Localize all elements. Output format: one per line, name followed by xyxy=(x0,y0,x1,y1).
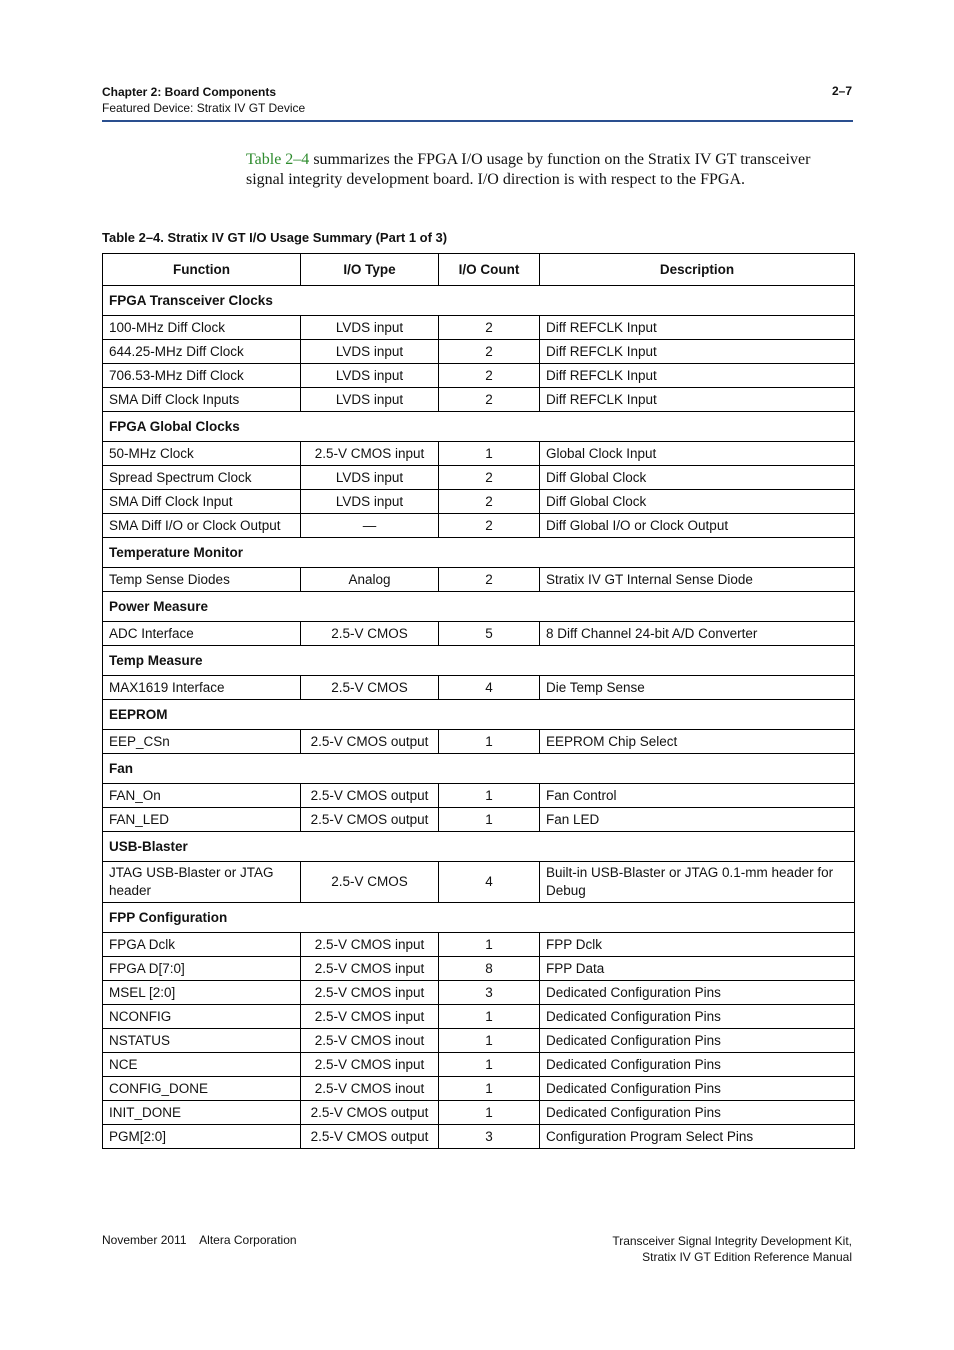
table-row xyxy=(103,316,855,340)
cell-description: Dedicated Configuration Pins xyxy=(540,1053,855,1077)
cell-description: FPP Dclk xyxy=(540,933,855,957)
cell-io-type: LVDS input xyxy=(301,316,439,340)
cell-io-type: LVDS input xyxy=(301,340,439,364)
table-row xyxy=(103,340,855,364)
cell-function: PGM[2:0] xyxy=(103,1125,301,1149)
col-header-function: Function xyxy=(103,254,301,286)
table-section-row xyxy=(103,538,855,568)
cell-function: 100-MHz Diff Clock xyxy=(103,316,301,340)
section-heading: FPP Configuration xyxy=(103,903,855,933)
cell-io-count: 2 xyxy=(439,568,540,592)
cell-io-count: 1 xyxy=(439,730,540,754)
cell-function: FPGA D[7:0] xyxy=(103,957,301,981)
table-row xyxy=(103,808,855,832)
intro-text: summarizes the FPGA I/O usage by function on the Stratix IV GT transceiver signal integrity development board. I/O direction is with respect to the FPGA. xyxy=(246,151,811,188)
cell-function: NSTATUS xyxy=(103,1029,301,1053)
cell-function: EEP_CSn xyxy=(103,730,301,754)
cell-io-type: 2.5-V CMOS output xyxy=(301,784,439,808)
section-heading: FPGA Global Clocks xyxy=(103,412,855,442)
cell-io-count: 1 xyxy=(439,784,540,808)
cell-io-type: 2.5-V CMOS output xyxy=(301,730,439,754)
cell-io-type: 2.5-V CMOS xyxy=(301,622,439,646)
table-section-row xyxy=(103,754,855,784)
section-heading: FPGA Transceiver Clocks xyxy=(103,286,855,316)
cell-io-type: LVDS input xyxy=(301,466,439,490)
section-heading: Power Measure xyxy=(103,592,855,622)
table-row xyxy=(103,676,855,700)
col-header-description: Description xyxy=(540,254,855,286)
cell-io-count: 4 xyxy=(439,862,540,903)
cell-io-type: LVDS input xyxy=(301,490,439,514)
cell-io-count: 3 xyxy=(439,1125,540,1149)
table-row xyxy=(103,730,855,754)
cell-io-count: 1 xyxy=(439,1029,540,1053)
footer-title-line1: Transceiver Signal Integrity Development Kit, xyxy=(612,1234,852,1248)
cell-io-count: 1 xyxy=(439,933,540,957)
cell-function: 706.53-MHz Diff Clock xyxy=(103,364,301,388)
table-row xyxy=(103,1053,855,1077)
cell-function: Temp Sense Diodes xyxy=(103,568,301,592)
cell-description: 8 Diff Channel 24-bit A/D Converter xyxy=(540,622,855,646)
cell-io-type: 2.5-V CMOS input xyxy=(301,933,439,957)
footer-manual-title xyxy=(612,1233,852,1265)
page-number: 2–7 xyxy=(831,84,852,98)
table-caption: Table 2–4. Stratix IV GT I/O Usage Summary (Part 1 of 3) xyxy=(102,230,448,245)
table-section-row xyxy=(103,592,855,622)
table-row xyxy=(103,957,855,981)
cell-description: Diff Global Clock xyxy=(540,466,855,490)
cell-io-type: 2.5-V CMOS xyxy=(301,676,439,700)
table-row xyxy=(103,442,855,466)
cell-io-type: 2.5-V CMOS input xyxy=(301,1005,439,1029)
cell-io-count: 5 xyxy=(439,622,540,646)
table-row xyxy=(103,622,855,646)
footer-title-line2: Stratix IV GT Edition Reference Manual xyxy=(642,1250,852,1264)
cell-function: FAN_On xyxy=(103,784,301,808)
cell-function: 50-MHz Clock xyxy=(103,442,301,466)
table-row xyxy=(103,1077,855,1101)
cell-description: Die Temp Sense xyxy=(540,676,855,700)
cell-description: Built-in USB-Blaster or JTAG 0.1-mm header for Debug xyxy=(540,862,855,903)
cell-io-count: 2 xyxy=(439,388,540,412)
io-usage-table xyxy=(102,253,855,1149)
cell-function: 644.25-MHz Diff Clock xyxy=(103,340,301,364)
cell-description: Dedicated Configuration Pins xyxy=(540,1029,855,1053)
cell-function: NCONFIG xyxy=(103,1005,301,1029)
cell-function: ADC Interface xyxy=(103,622,301,646)
cell-io-type: LVDS input xyxy=(301,364,439,388)
table-reference-link[interactable]: Table 2–4 xyxy=(246,151,310,168)
cell-description: FPP Data xyxy=(540,957,855,981)
cell-description: Diff Global Clock xyxy=(540,490,855,514)
col-header-io-type: I/O Type xyxy=(301,254,439,286)
cell-function: Spread Spectrum Clock xyxy=(103,466,301,490)
table-row xyxy=(103,568,855,592)
cell-function: JTAG USB-Blaster or JTAG header xyxy=(103,862,301,903)
page-header xyxy=(102,84,305,116)
cell-function: SMA Diff Clock Input xyxy=(103,490,301,514)
cell-description: Diff Global I/O or Clock Output xyxy=(540,514,855,538)
cell-description: Dedicated Configuration Pins xyxy=(540,981,855,1005)
cell-description: Dedicated Configuration Pins xyxy=(540,1077,855,1101)
table-section-row xyxy=(103,700,855,730)
table-row xyxy=(103,862,855,903)
intro-paragraph xyxy=(246,150,846,190)
cell-io-count: 1 xyxy=(439,1077,540,1101)
table-row xyxy=(103,514,855,538)
cell-io-count: 1 xyxy=(439,808,540,832)
table-row xyxy=(103,388,855,412)
cell-io-count: 2 xyxy=(439,316,540,340)
table-row xyxy=(103,1029,855,1053)
cell-io-type: 2.5-V CMOS output xyxy=(301,808,439,832)
cell-io-type: 2.5-V CMOS input xyxy=(301,981,439,1005)
table-row xyxy=(103,1101,855,1125)
cell-io-type: LVDS input xyxy=(301,388,439,412)
cell-description: Diff REFCLK Input xyxy=(540,364,855,388)
cell-io-count: 1 xyxy=(439,1101,540,1125)
header-rule xyxy=(102,120,853,122)
cell-io-count: 2 xyxy=(439,514,540,538)
cell-function: INIT_DONE xyxy=(103,1101,301,1125)
cell-description: Dedicated Configuration Pins xyxy=(540,1005,855,1029)
cell-function: SMA Diff Clock Inputs xyxy=(103,388,301,412)
cell-description: Stratix IV GT Internal Sense Diode xyxy=(540,568,855,592)
cell-io-type: 2.5-V CMOS xyxy=(301,862,439,903)
cell-io-type: 2.5-V CMOS output xyxy=(301,1125,439,1149)
section-subtitle: Featured Device: Stratix IV GT Device xyxy=(102,101,306,115)
cell-description: Fan Control xyxy=(540,784,855,808)
table-row xyxy=(103,466,855,490)
cell-io-count: 2 xyxy=(439,466,540,490)
cell-description: Configuration Program Select Pins xyxy=(540,1125,855,1149)
cell-io-count: 2 xyxy=(439,364,540,388)
table-row xyxy=(103,784,855,808)
cell-io-type: Analog xyxy=(301,568,439,592)
cell-io-count: 8 xyxy=(439,957,540,981)
table-section-row xyxy=(103,832,855,862)
cell-io-type: 2.5-V CMOS inout xyxy=(301,1029,439,1053)
table-header-row xyxy=(103,254,855,286)
cell-function: MAX1619 Interface xyxy=(103,676,301,700)
table-row xyxy=(103,490,855,514)
table-row xyxy=(103,1005,855,1029)
cell-description: Global Clock Input xyxy=(540,442,855,466)
table-body xyxy=(103,286,855,1149)
section-heading: USB-Blaster xyxy=(103,832,855,862)
table-section-row xyxy=(103,286,855,316)
cell-io-count: 4 xyxy=(439,676,540,700)
cell-function: FAN_LED xyxy=(103,808,301,832)
cell-description: Dedicated Configuration Pins xyxy=(540,1101,855,1125)
cell-description: Fan LED xyxy=(540,808,855,832)
cell-function: NCE xyxy=(103,1053,301,1077)
cell-io-type: 2.5-V CMOS inout xyxy=(301,1077,439,1101)
cell-io-count: 3 xyxy=(439,981,540,1005)
table-section-row xyxy=(103,646,855,676)
cell-io-count: 2 xyxy=(439,340,540,364)
table-row xyxy=(103,981,855,1005)
cell-function: SMA Diff I/O or Clock Output xyxy=(103,514,301,538)
cell-io-type: 2.5-V CMOS output xyxy=(301,1101,439,1125)
cell-io-count: 1 xyxy=(439,1005,540,1029)
cell-io-type: 2.5-V CMOS input xyxy=(301,442,439,466)
chapter-title: Chapter 2: Board Components xyxy=(102,85,277,99)
cell-description: Diff REFCLK Input xyxy=(540,388,855,412)
cell-function: MSEL [2:0] xyxy=(103,981,301,1005)
cell-io-count: 2 xyxy=(439,490,540,514)
cell-io-type: — xyxy=(301,514,439,538)
table-row xyxy=(103,364,855,388)
footer-date-company: November 2011 Altera Corporation xyxy=(102,1233,297,1247)
section-heading: EEPROM xyxy=(103,700,855,730)
cell-function: FPGA Dclk xyxy=(103,933,301,957)
section-heading: Temp Measure xyxy=(103,646,855,676)
table-section-row xyxy=(103,412,855,442)
cell-function: CONFIG_DONE xyxy=(103,1077,301,1101)
cell-description: Diff REFCLK Input xyxy=(540,340,855,364)
col-header-io-count: I/O Count xyxy=(439,254,540,286)
cell-io-count: 1 xyxy=(439,1053,540,1077)
cell-io-count: 1 xyxy=(439,442,540,466)
table-row xyxy=(103,933,855,957)
cell-io-type: 2.5-V CMOS input xyxy=(301,1053,439,1077)
cell-io-type: 2.5-V CMOS input xyxy=(301,957,439,981)
section-heading: Temperature Monitor xyxy=(103,538,855,568)
table-row xyxy=(103,1125,855,1149)
cell-description: Diff REFCLK Input xyxy=(540,316,855,340)
table-section-row xyxy=(103,903,855,933)
section-heading: Fan xyxy=(103,754,855,784)
cell-description: EEPROM Chip Select xyxy=(540,730,855,754)
